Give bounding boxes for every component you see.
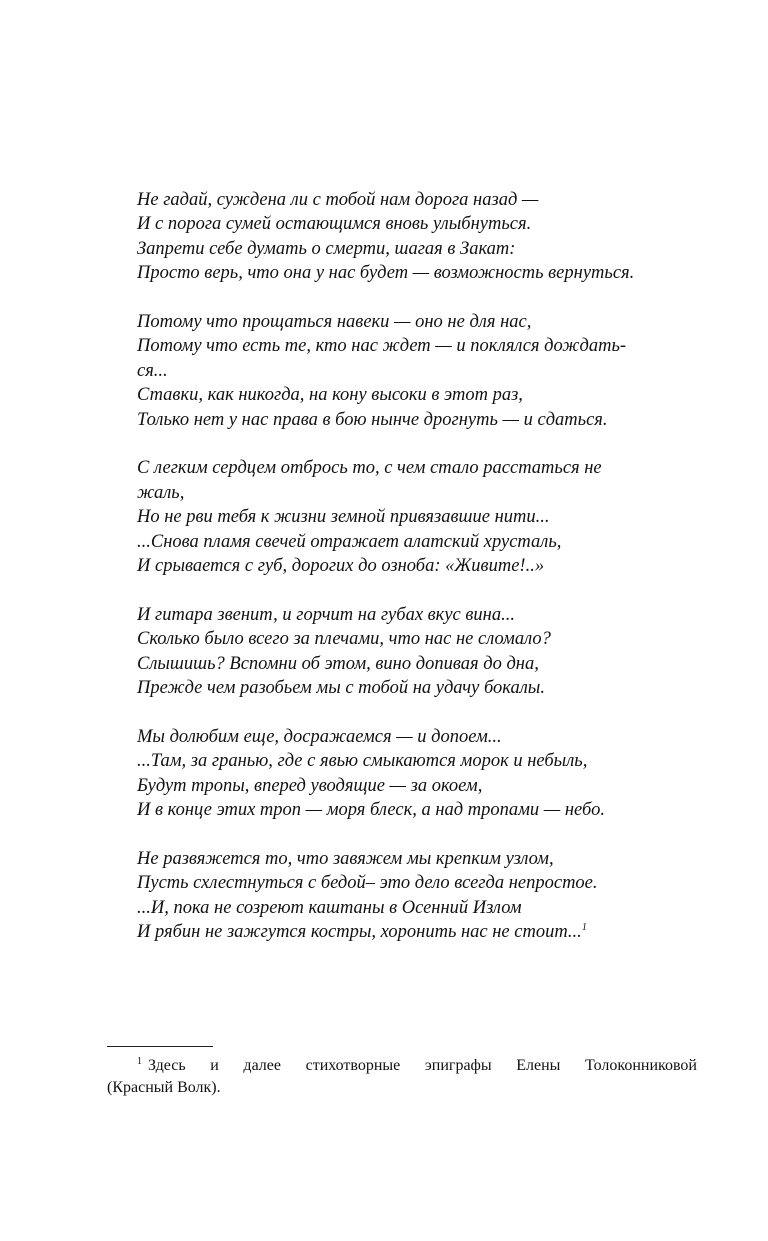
poem-line: Запрети себе думать о смерти, шагая в Закат: [137,238,516,259]
footnote [107,1055,697,1099]
poem-line: Ставки, как никогда, на кону высоки в этот раз, [137,385,523,406]
stanza-4 [137,603,697,701]
poem-line: ся... [137,360,168,381]
poem-line: Просто верь, что она у нас будет — возможность вернуться. [137,263,635,284]
poem-line: С легким сердцем отбрось то, с чем стало расстаться не [137,458,602,479]
poem-line: Прежде чем разобьем мы с тобой на удачу бокалы. [137,678,545,699]
footnote-line-2: (Красный Волк). [107,1079,221,1096]
footnote-line-1: 1 Здесь и далее стихотворные эпиграфы Елены Толоконниковой [137,1055,697,1074]
stanza-5 [137,725,697,823]
footnote-text: Здесь и далее стихотворные эпиграфы Елены Толоконниковой [148,1057,697,1074]
poem-line: И срывается с губ, дорогих до озноба: «Живите!..» [137,556,545,577]
poem-line: Потому что прощаться навеки — оно не для нас, [137,312,532,333]
poem-line: ...Снова пламя свечей отражает алатский хрусталь, [137,531,562,552]
poem-line: Не гадай, суждена ли с тобой нам дорога назад — [137,190,539,210]
poem-line: Но не рви тебя к жизни земной привязавшие нити... [137,507,550,528]
poem-line: ...Там, за гранью, где с явью смыкаются морок и небыль, [137,751,588,772]
poem-line: Пусть схлестнуться с бедой– это дело всегда непростое. [137,873,598,894]
poem-line: И гитара звенит, и горчит на губах вкус вина... [137,604,515,625]
stanza-1 [137,188,697,286]
footnote-reference[interactable]: 1 [581,921,587,933]
stanza-2 [137,310,697,432]
poem-line: Будут тропы, вперед уводящие — за окоем, [137,775,483,796]
poem [137,188,697,969]
poem-line: Сколько было всего за плечами, что нас не сломало? [137,629,551,650]
poem-line: ...И, пока не созреют каштаны в Осенний Излом [137,897,522,918]
poem-line: И с порога сумей остающимся вновь улыбнуться. [137,214,532,235]
poem-line: Потому что есть те, кто нас ждет — и поклялся дождать- [137,336,627,357]
poem-line: И в конце этих троп — моря блеск, а над тропами — небо. [137,800,605,821]
poem-line: Только нет у нас права в бою нынче дрогнуть — и сдаться. [137,409,608,430]
footnote-divider [107,1046,213,1047]
poem-line-with-footnote [137,920,697,944]
poem-line: Не развяжется то, что завяжем мы крепким узлом, [137,848,554,869]
poem-line: Слышишь? Вспомни об этом, вино допивая до дна, [137,653,539,674]
poem-line: жаль, [137,482,185,503]
stanza-3 [137,456,697,578]
poem-line: Мы долюбим еще, досражаемся — и допоем... [137,726,502,747]
poem-line: И рябин не зажгутся костры, хоронить нас не стоит... [137,922,582,943]
stanza-6 [137,847,697,945]
